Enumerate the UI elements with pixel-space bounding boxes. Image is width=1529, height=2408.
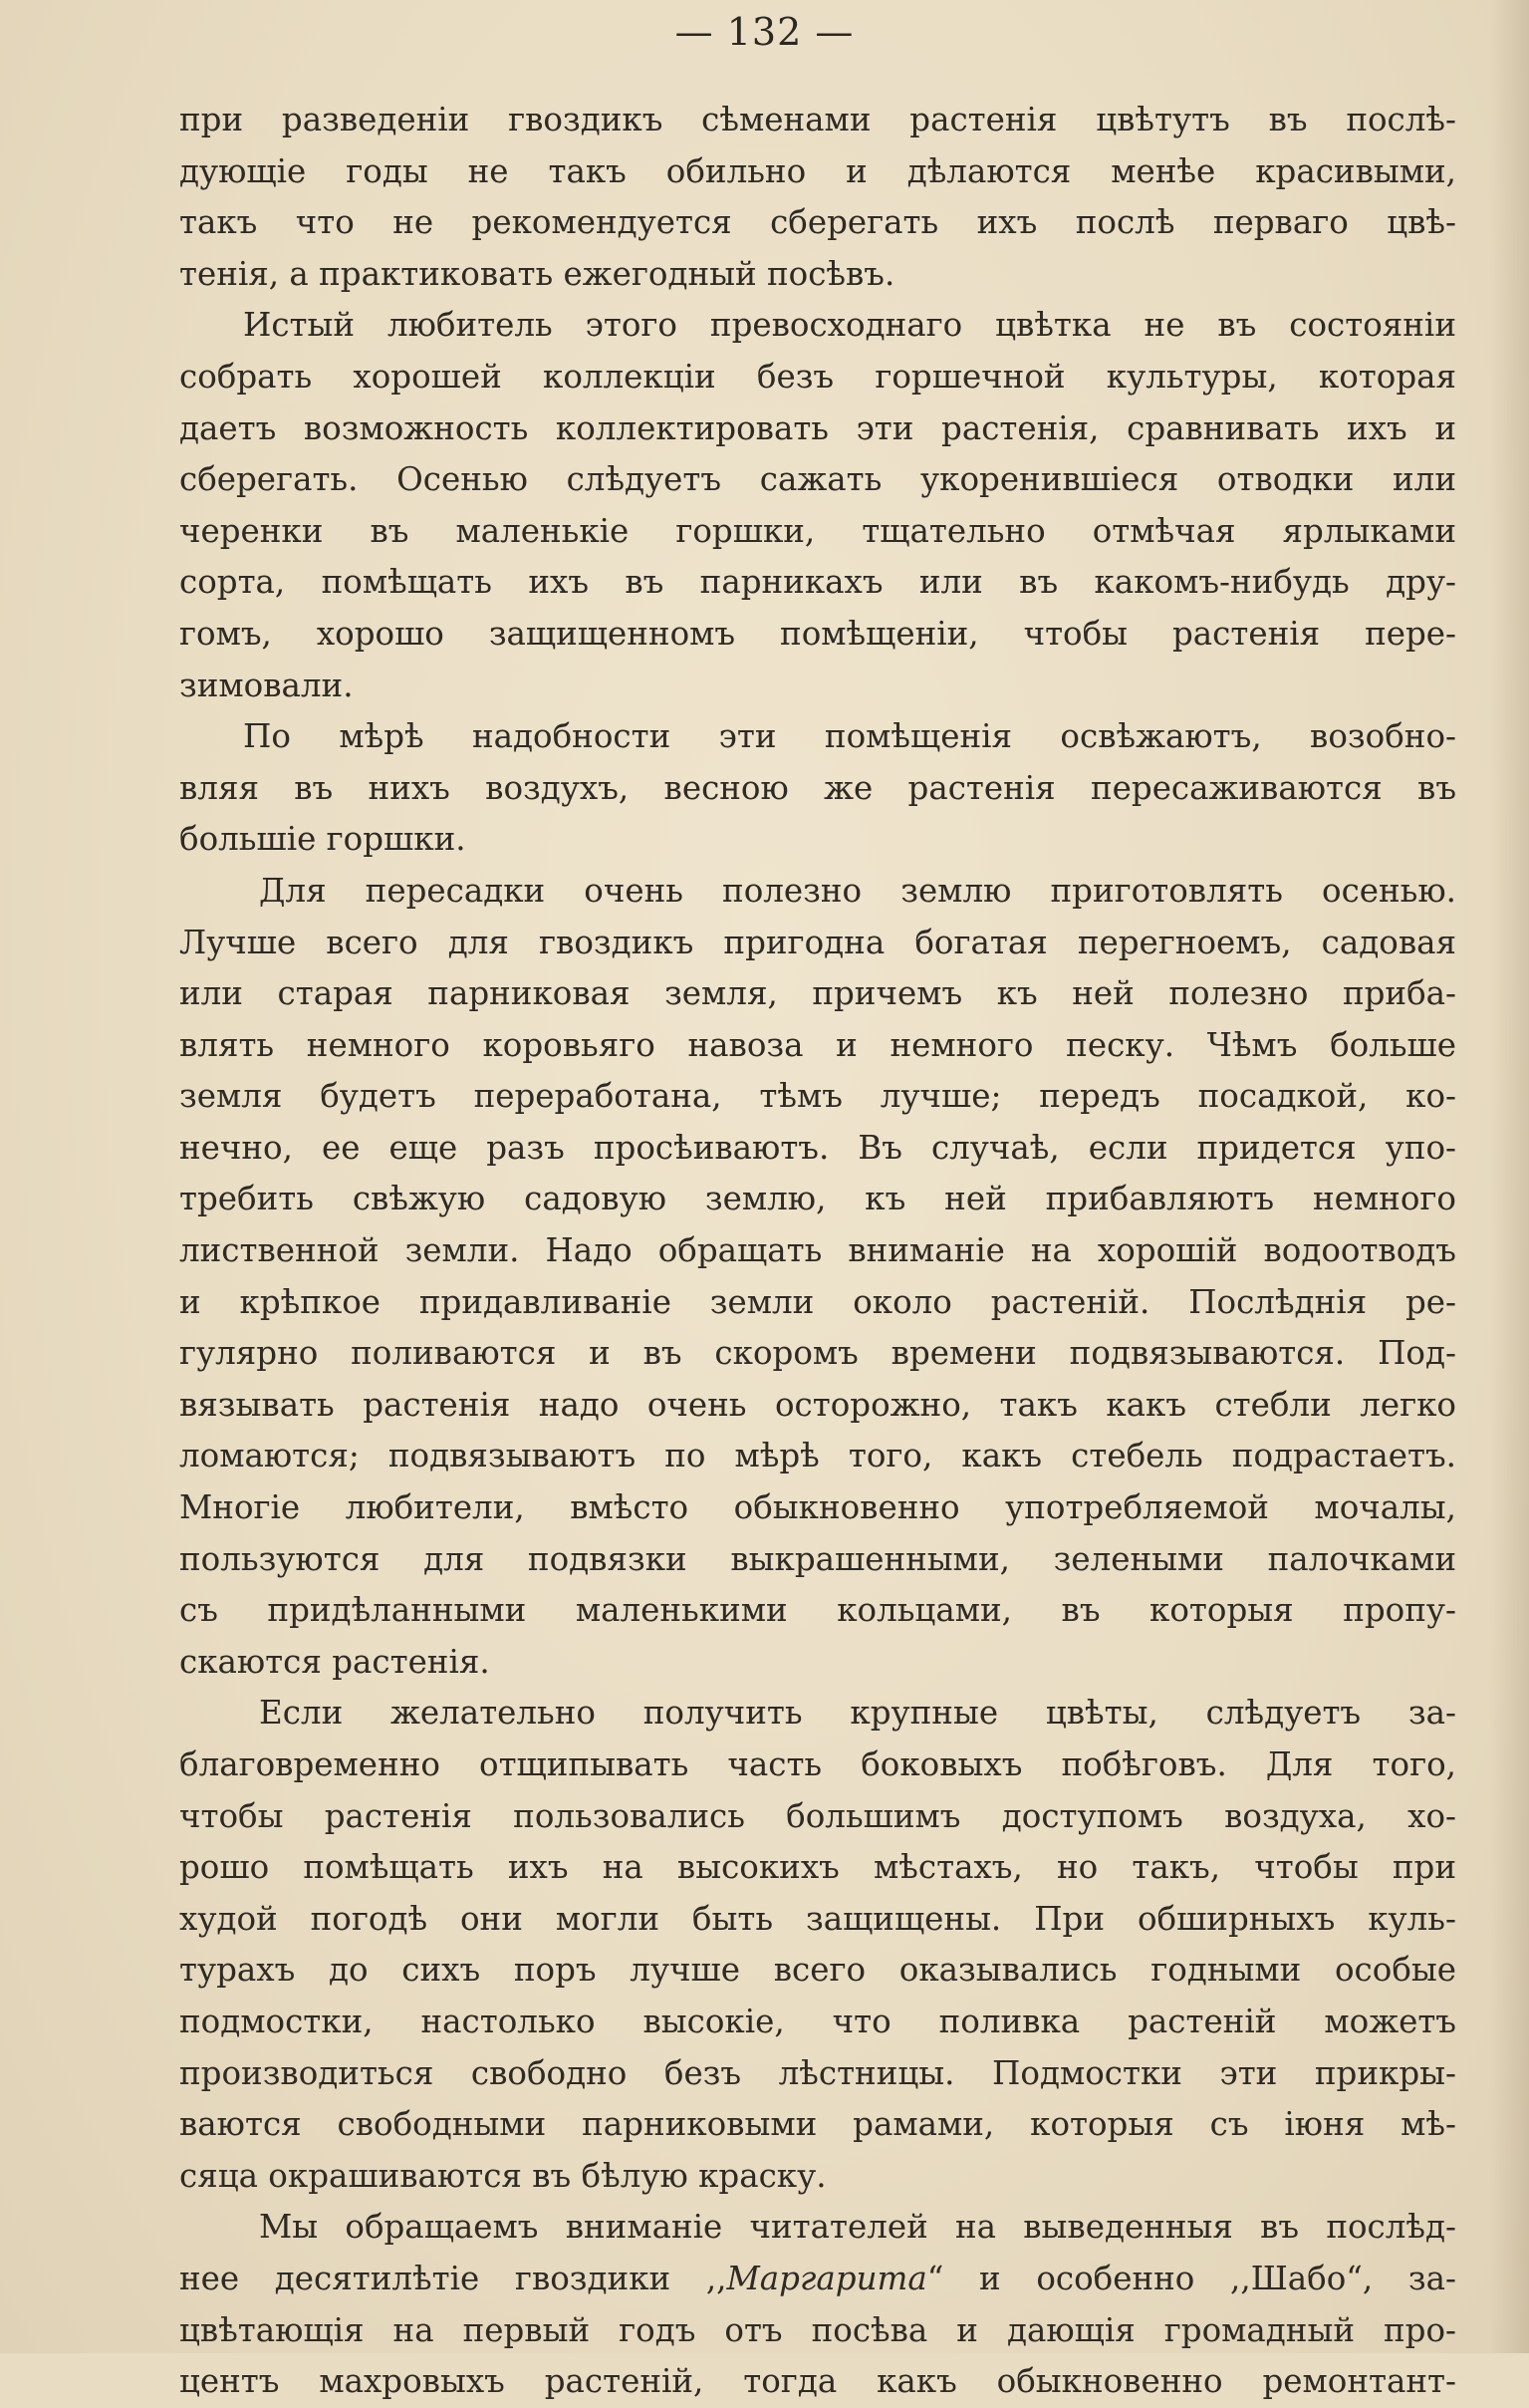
- text-line: зимовали.: [179, 666, 354, 704]
- paragraph-first-line: Мы обращаемъ вниманіе читателей на выведенныя въ послѣд-: [259, 2208, 1456, 2247]
- text-line: худой погодѣ они могли быть защищены. При обширныхъ куль-: [179, 1899, 1456, 1938]
- paragraph-first-line: По мѣрѣ надобности эти помѣщенія освѣжаютъ, возобно-: [243, 717, 1456, 756]
- text-line: вляя въ нихъ воздухъ, весною же растенія пересаживаются въ: [179, 768, 1456, 807]
- text-line: производиться свободно безъ лѣстницы. Подмостки эти прикры-: [179, 2053, 1456, 2092]
- text-line: скаются растенія.: [179, 1642, 490, 1681]
- text-line: и крѣпкое придавливаніе земли около растеній. Послѣднія ре-: [179, 1282, 1456, 1321]
- text-line: Многіе любители, вмѣсто обыкновенно употребляемой мочалы,: [179, 1488, 1456, 1527]
- text-line: рошо помѣщать ихъ на высокихъ мѣстахъ, но такъ, чтобы при: [179, 1848, 1456, 1887]
- text-line: Лучше всего для гвоздикъ пригодна богатая перегноемъ, садовая: [179, 923, 1456, 961]
- text-line: земля будетъ переработана, тѣмъ лучше; передъ посадкой, ко-: [179, 1077, 1456, 1116]
- text-line: черенки въ маленькіе горшки, тщательно отмѣчая ярлыками: [179, 511, 1456, 550]
- text-line: требить свѣжую садовую землю, къ ней прибавляютъ немного: [179, 1180, 1456, 1218]
- text-line: даетъ возможность коллектировать эти растенія, сравнивать ихъ и: [179, 408, 1456, 447]
- text-line: чтобы растенія пользовались большимъ доступомъ воздуха, хо-: [179, 1796, 1456, 1835]
- text-line-with-italic: [179, 2254, 1456, 2305]
- text-line: нечно, ее еще разъ просѣиваютъ. Въ случаѣ, если придется упо-: [179, 1128, 1456, 1167]
- text-line: сорта, помѣщать ихъ въ парникахъ или въ какомъ-нибудь дру-: [179, 563, 1456, 602]
- text-segment: нее десятилѣтіе гвоздики ,,: [179, 2259, 727, 2297]
- text-line: такъ что не рекомендуется сберегать ихъ послѣ перваго цвѣ-: [179, 203, 1456, 242]
- text-line: турахъ до сихъ поръ лучше всего оказывались годными особые: [179, 1951, 1456, 1990]
- text-line: съ придѣланными маленькими кольцами, въ которыя пропу-: [179, 1591, 1456, 1630]
- paragraph-first-line: Для пересадки очень полезно землю приготовлять осенью.: [259, 871, 1456, 910]
- text-line: гомъ, хорошо защищенномъ помѣщеніи, чтобы растенія пере-: [179, 614, 1456, 653]
- page-number: — 132 —: [674, 10, 855, 54]
- text-line: лиственной земли. Надо обращать вниманіе на хорошій водоотводъ: [179, 1231, 1456, 1270]
- text-line: ваются свободными парниковыми рамами, которыя съ іюня мѣ-: [179, 2105, 1456, 2144]
- text-line: тенія, а практиковать ежегодный посѣвъ.: [179, 254, 895, 293]
- text-line: подмостки, настолько высокіе, что поливка растеній можетъ: [179, 2002, 1456, 2040]
- text-line: пользуются для подвязки выкрашенными, зелеными палочками: [179, 1539, 1456, 1578]
- text-line: большіе горшки.: [179, 820, 466, 859]
- text-line: благовременно отщипывать часть боковыхъ побѣговъ. Для того,: [179, 1745, 1456, 1783]
- text-line: дующіе годы не такъ обильно и дѣлаются менѣе красивыми,: [179, 151, 1456, 190]
- text-line: влять немного коровьяго навоза и немного песку. Чѣмъ больше: [179, 1025, 1456, 1064]
- text-line: гулярно поливаются и въ скоромъ времени подвязываются. Под-: [179, 1334, 1456, 1373]
- text-line: при разведеніи гвоздикъ сѣменами растенія цвѣтутъ въ послѣ-: [179, 101, 1456, 138]
- text-line: собрать хорошей коллекціи безъ горшечной культуры, которая: [179, 357, 1456, 396]
- text-line: сяца окрашиваются въ бѣлую краску.: [179, 2156, 827, 2195]
- text-line: вязывать растенія надо очень осторожно, такъ какъ стебли легко: [179, 1385, 1456, 1424]
- italic-variety-name: Маргарита: [726, 2259, 927, 2297]
- text-line: или старая парниковая земля, причемъ къ ней полезно приба-: [179, 974, 1456, 1013]
- paragraph-first-line: Истый любитель этого превосходнаго цвѣтка не въ состояніи: [243, 306, 1456, 345]
- text-line: центъ махровыхъ растеній, тогда какъ обыкновенно ремонтант-: [179, 2362, 1456, 2401]
- body-text: [179, 95, 1456, 2408]
- paragraph-first-line: Если желательно получить крупные цвѣты, слѣдуетъ за-: [259, 1694, 1456, 1733]
- text-line: сберегать. Осенью слѣдуетъ сажать укоренившіеся отводки или: [179, 460, 1456, 499]
- text-line: цвѣтающія на первый годъ отъ посѣва и дающія громадный про-: [179, 2310, 1456, 2349]
- text-segment: “ и особенно ,,Шабо“, за-: [926, 2259, 1456, 2297]
- text-line: ломаются; подвязываютъ по мѣрѣ того, какъ стебель подрастаетъ.: [179, 1437, 1456, 1475]
